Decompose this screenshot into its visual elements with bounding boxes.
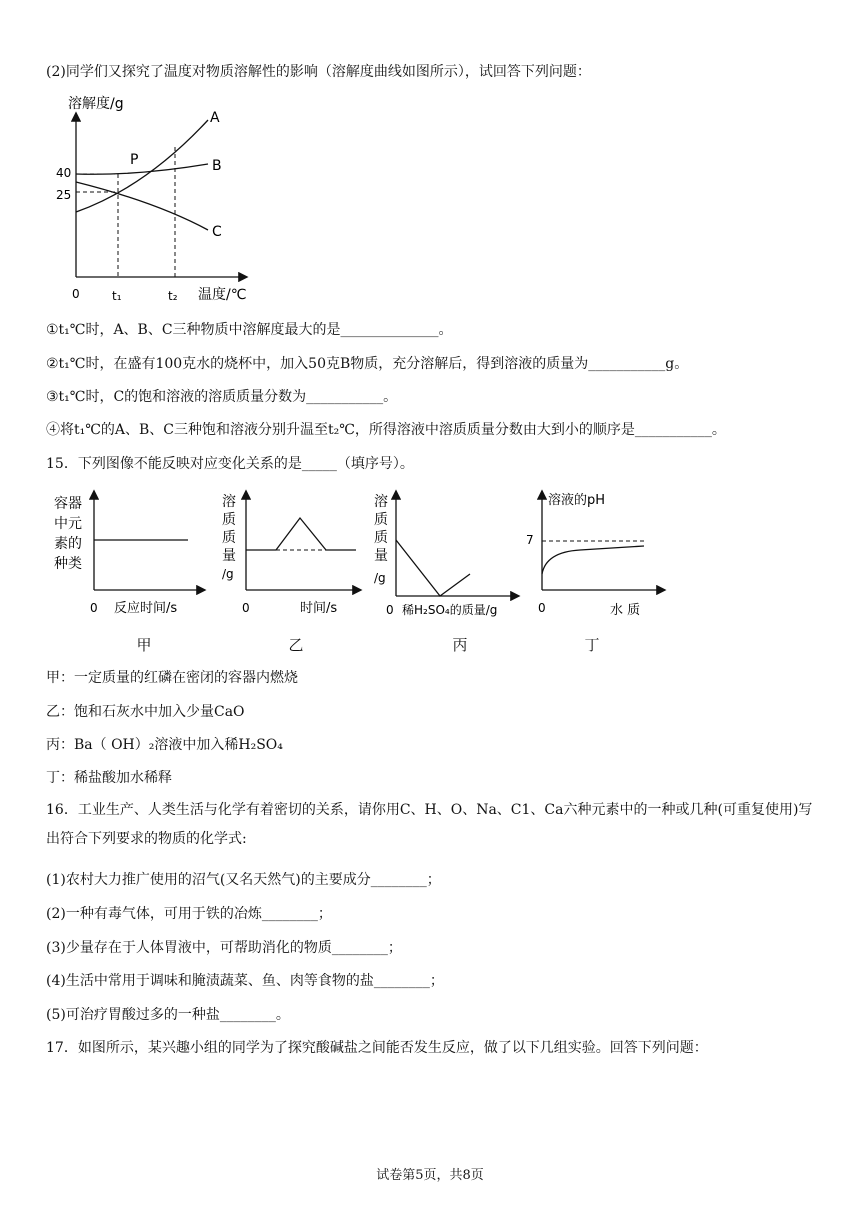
yi-ylabel-1: 溶: [222, 494, 236, 510]
solubility-graph: [46, 92, 266, 312]
curve-c: [76, 182, 208, 230]
page-footer: 试卷第5页，共8页: [376, 1168, 484, 1183]
bing-ylabel-3: 质: [374, 530, 388, 546]
curve-a-label: A: [210, 110, 220, 126]
q14-item-3: ③t₁℃时，C的饱和溶液的溶质质量分数为___________。: [46, 389, 398, 405]
yi-xlabel: 时间/s: [300, 601, 338, 616]
chart-yi-caption: 乙: [288, 636, 304, 654]
yi-series-line: [246, 518, 356, 550]
chart-bing: [368, 486, 528, 626]
point-p-label: P: [130, 152, 139, 168]
ding-origin: 0: [538, 601, 546, 615]
ding-series-curve: [542, 546, 644, 574]
q16-item-1: (1)农村大力推广使用的沼气(又名天然气)的主要成分________；: [46, 872, 441, 888]
jia-ylabel-1: 容器: [54, 496, 82, 512]
q16-item-4: (4)生活中常用于调味和腌渍蔬菜、鱼、肉等食物的盐________；: [46, 973, 444, 989]
chart-ding: [520, 486, 670, 626]
bing-origin: 0: [386, 603, 394, 617]
bing-xlabel: 稀H₂SO₄的质量/g: [402, 603, 498, 617]
xtick-t1: t₁: [112, 289, 122, 303]
yi-ylabel-2: 质: [222, 512, 236, 528]
curve-c-label: C: [212, 224, 222, 240]
bing-ylabel-4: 量: [374, 548, 388, 564]
origin-label: 0: [72, 287, 80, 301]
q14-item-4: ④将t₁℃的A、B、C三种饱和溶液分别升温至t₂℃，所得溶液中溶质质量分数由大到小的顺序是___________。: [46, 422, 726, 438]
q15-option-yi: 乙：饱和石灰水中加入少量CaO: [46, 704, 245, 720]
jia-ylabel-4: 种类: [54, 556, 82, 572]
q16-stem: 16．工业生产、人类生活与化学有着密切的关系，请你用C、H、O、Na、C1、Ca六种元素中的一种或几种(可重复使用)写出符合下列要求的物质的化学式:: [46, 802, 813, 847]
q15-option-bing: 丙：Ba（ OH）₂溶液中加入稀H₂SO₄: [46, 737, 283, 753]
q17-stem: 17．如图所示，某兴趣小组的同学为了探究酸碱盐之间能否发生反应，做了以下几组实验。回答下列问题：: [46, 1040, 708, 1056]
q14-item-2: ②t₁℃时，在盛有100克水的烧杯中，加入50克B物质，充分溶解后，得到溶液的质量为___________g。: [46, 356, 689, 372]
chart-yi: [216, 486, 366, 626]
bing-series-line: [396, 540, 470, 596]
bing-ylabel-1: 溶: [374, 494, 388, 510]
ding-ylabel: 溶液的pH: [548, 493, 606, 508]
xtick-t2: t₂: [168, 289, 178, 303]
x-axis-label: 温度/℃: [198, 287, 247, 303]
q16-item-3: (3)少量存在于人体胃液中，可帮助消化的物质________；: [46, 940, 402, 956]
yi-ylabel-5: /g: [222, 567, 234, 581]
curve-b-label: B: [212, 158, 222, 174]
bing-ylabel-2: 质: [374, 512, 388, 528]
ding-xlabel: 水 质: [610, 603, 641, 618]
jia-ylabel-2: 中元: [54, 516, 82, 532]
q15-stem: 15．下列图像不能反映对应变化关系的是_____（填序号）。: [46, 456, 414, 472]
bing-ylabel-5: /g: [374, 571, 386, 585]
curve-b: [76, 164, 208, 174]
jia-origin: 0: [90, 601, 98, 615]
chart-bing-caption: 丙: [452, 636, 468, 654]
yi-origin: 0: [242, 601, 250, 615]
chart-jia-caption: 甲: [136, 636, 152, 654]
jia-ylabel-3: 素的: [54, 536, 82, 552]
yi-ylabel-3: 质: [222, 530, 236, 546]
q16-item-5: (5)可治疗胃酸过多的一种盐________。: [46, 1007, 290, 1023]
chart-jia: [50, 486, 210, 626]
q16-item-2: (2)一种有毒气体，可用于铁的冶炼________；: [46, 906, 332, 922]
curve-a: [76, 120, 208, 212]
yi-ylabel-4: 量: [222, 548, 236, 564]
ytick-25: 25: [56, 188, 72, 202]
y-axis-label: 溶解度/g: [68, 96, 124, 112]
q15-option-jia: 甲：一定质量的红磷在密闭的容器内燃烧: [46, 670, 298, 686]
q14-intro: (2)同学们又探究了温度对物质溶解性的影响（溶解度曲线如图所示），试回答下列问题：: [46, 64, 591, 80]
ytick-40: 40: [56, 166, 72, 180]
ding-ytick-7: 7: [526, 533, 534, 547]
q14-item-1: ①t₁℃时，A、B、C三种物质中溶解度最大的是______________。: [46, 322, 453, 338]
jia-xlabel: 反应时间/s: [114, 601, 178, 616]
q15-option-ding: 丁：稀盐酸加水稀释: [46, 770, 172, 786]
chart-ding-caption: 丁: [584, 636, 600, 654]
